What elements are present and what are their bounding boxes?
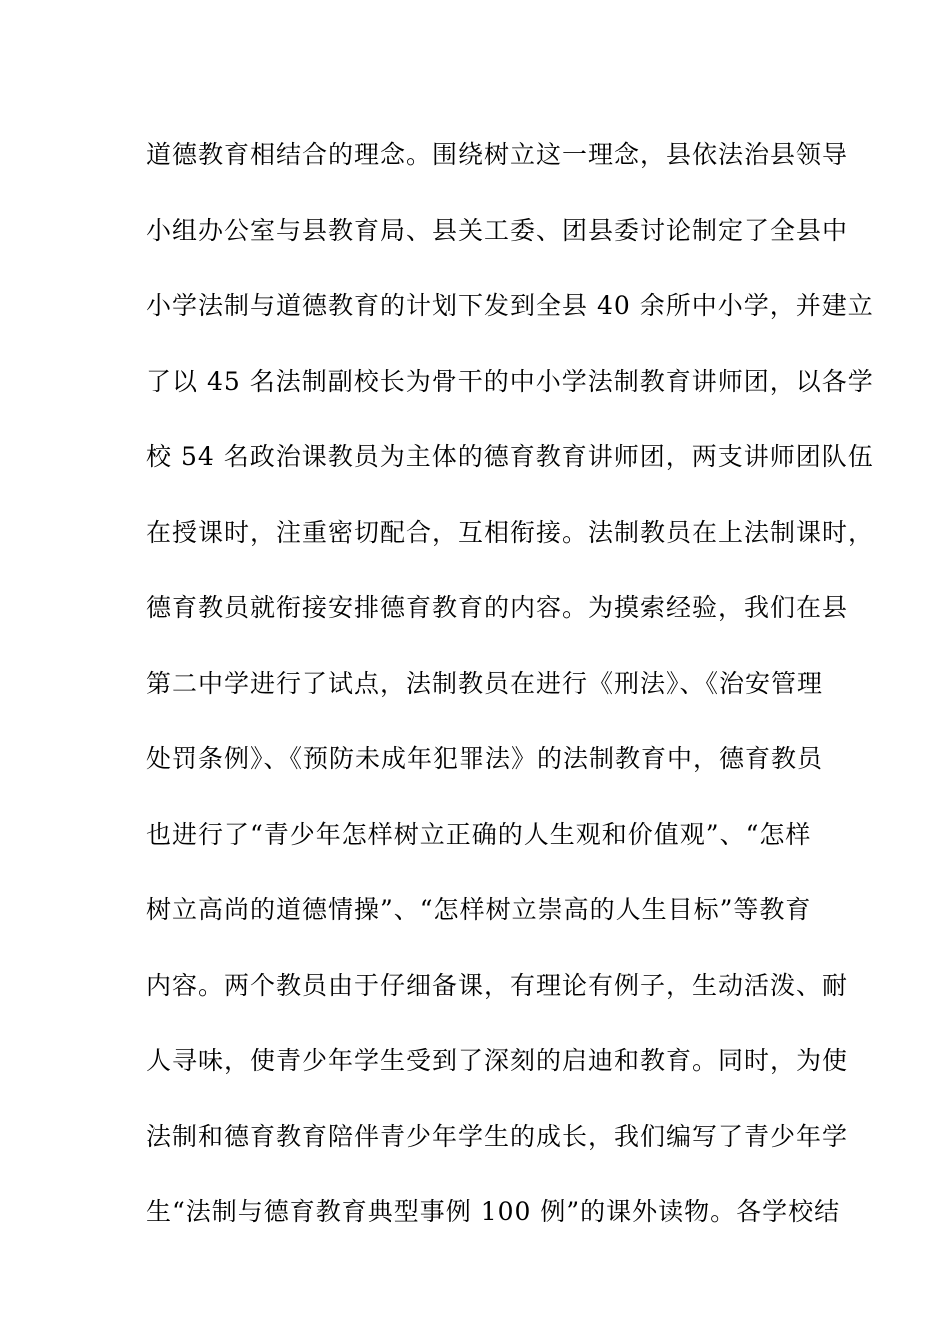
text-line: 小组办公室与县教育局、县关工委、团县委讨论制定了全县中 <box>146 215 849 245</box>
text-line: 校 54 名政治课教员为主体的德育教育讲师团，两支讲师团队伍 <box>146 442 874 471</box>
text-line: 也进行了“青少年怎样树立正确的人生观和价值观”、“怎样 <box>146 819 812 849</box>
text-line: 道德教育相结合的理念。围绕树立这一理念，县依法治县领导 <box>146 140 849 169</box>
body-text <box>146 132 875 1265</box>
text-line: 德育教员就衔接安排德育教育的内容。为摸索经验，我们在县 <box>146 593 849 622</box>
text-line: 第二中学进行了试点，法制教员在进行《刑法》、《治安管理 <box>146 668 824 698</box>
text-line: 处罚条例》、《预防未成年犯罪法》的法制教育中，德育教员 <box>146 744 824 773</box>
text-line: 树立高尚的道德情操”、“怎样树立崇高的人生目标”等教育 <box>146 895 812 924</box>
text-line: 内容。两个教员由于仔细备课，有理论有例子，生动活泼、耐 <box>146 970 849 1000</box>
text-line: 小学法制与道德教育的计划下发到全县 40 余所中小学，并建立 <box>146 291 874 320</box>
text-line: 生“法制与德育教育典型事例 100 例”的课外读物。各学校结 <box>146 1197 841 1226</box>
text-line: 在授课时，注重密切配合，互相衔接。法制教员在上法制课时， <box>146 517 875 547</box>
text-line: 法制和德育教育陪伴青少年学生的成长，我们编写了青少年学 <box>146 1121 849 1151</box>
text-line: 人寻味，使青少年学生受到了深刻的启迪和教育。同时，为使 <box>146 1046 849 1075</box>
text-line: 了以 45 名法制副校长为骨干的中小学法制教育讲师团，以各学 <box>146 366 874 396</box>
